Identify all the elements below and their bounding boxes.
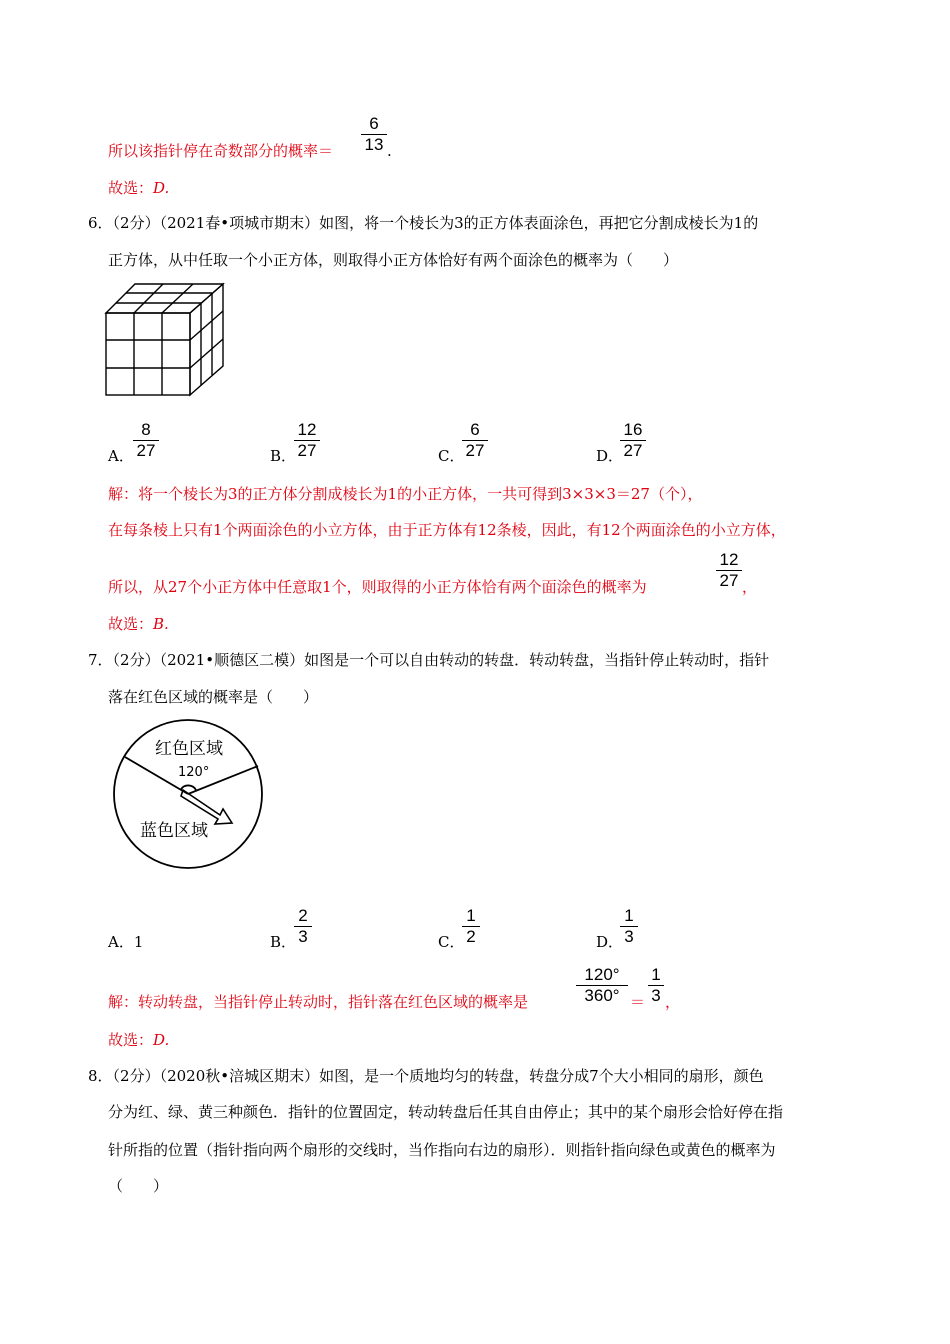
q7-stem-line1: 7．（2分）（2021•顺德区二模）如图是一个可以自由转动的转盘．转动转盘，当指针停止转动时，指针: [88, 651, 770, 669]
q7-solution-fraction2: 1 3: [648, 965, 664, 1006]
q7-red-label: 红色区域: [155, 739, 223, 759]
q8-stem-line4: （ ）: [108, 1177, 169, 1195]
prev-answer: 故选：D.: [108, 179, 170, 197]
q7-solution-tail: ，: [665, 993, 681, 1011]
q7-pointer-arrow: [181, 790, 232, 824]
q7-option-a: A．1: [108, 933, 144, 951]
q6-solution-fraction: 12 27: [716, 550, 742, 591]
q7-option-d-fraction: 1 3: [620, 906, 638, 947]
q6-option-c-label: C．: [438, 447, 465, 465]
q7-blue-label: 蓝色区域: [140, 821, 208, 841]
q7-solution-text: 解：转动转盘，当指针停止转动时，指针落在红色区域的概率是: [108, 993, 529, 1011]
q7-option-c-fraction: 1 2: [462, 906, 480, 947]
q6-option-d-label: D．: [596, 447, 624, 465]
q7-option-d-label: D．: [596, 933, 624, 951]
q7-angle-label: 120°: [178, 765, 210, 780]
q7-solution-fraction1: 120° 360°: [576, 965, 628, 1006]
q7-option-b-fraction: 2 3: [294, 906, 312, 947]
q7-spinner-wheel: [108, 716, 268, 872]
q6-stem-line1: 6．（2分）（2021春•项城市期末）如图，将一个棱长为3的正方体表面涂色，再把它分割成棱长为1的: [88, 214, 759, 232]
q6-solution-line3: 所以，从27个小正方体中任意取1个，则取得的小正方体恰有两个面涂色的概率为: [108, 578, 647, 596]
q7-option-c-label: C．: [438, 933, 465, 951]
q8-stem-line2: 分为红、绿、黄三种颜色．指针的位置固定，转动转盘后任其自由停止；其中的某个扇形会恰好停在指: [108, 1103, 784, 1121]
prev-tail: .: [387, 142, 392, 160]
q6-answer: 故选：B.: [108, 615, 169, 633]
q6-option-c-fraction: 6 27: [462, 420, 488, 461]
q6-option-b-fraction: 12 27: [294, 420, 320, 461]
q7-option-b-label: B．: [270, 933, 297, 951]
q7-stem-line2: 落在红色区域的概率是（ ）: [108, 688, 319, 706]
q6-cube-figure: [104, 282, 226, 398]
q6-option-a-label: A．: [108, 447, 134, 465]
q6-solution-tail: ，: [742, 578, 758, 596]
q7-solution-eq: ＝: [630, 993, 646, 1011]
q6-option-a-fraction: 8 27: [133, 420, 159, 461]
q6-option-d-fraction: 16 27: [620, 420, 646, 461]
q7-answer: 故选：D.: [108, 1031, 170, 1049]
q6-solution-line1: 解：将一个棱长为3的正方体分割成棱长为1的小正方体，一共可得到3×3×3＝27（个），: [108, 485, 703, 503]
q6-option-b-label: B．: [270, 447, 297, 465]
q6-stem-line2: 正方体，从中任取一个小正方体，则取得小正方体恰好有两个面涂色的概率为（ ）: [108, 251, 679, 269]
prev-fraction: 6 13: [361, 114, 387, 155]
q8-stem-line3: 针所指的位置（指针指向两个扇形的交线时，当作指向右边的扇形）．则指针指向绿色或黄色的概率为: [108, 1141, 776, 1159]
prev-conclusion: 所以该指针停在奇数部分的概率＝: [108, 142, 334, 160]
q8-stem-line1: 8．（2分）（2020秋•涪城区期末）如图，是一个质地均匀的转盘，转盘分成7个大小相同的扇形，颜色: [88, 1067, 764, 1085]
q6-solution-line2: 在每条棱上只有1个两面涂色的小立方体，由于正方体有12条棱，因此，有12个两面涂色的小立方体，: [108, 521, 786, 539]
